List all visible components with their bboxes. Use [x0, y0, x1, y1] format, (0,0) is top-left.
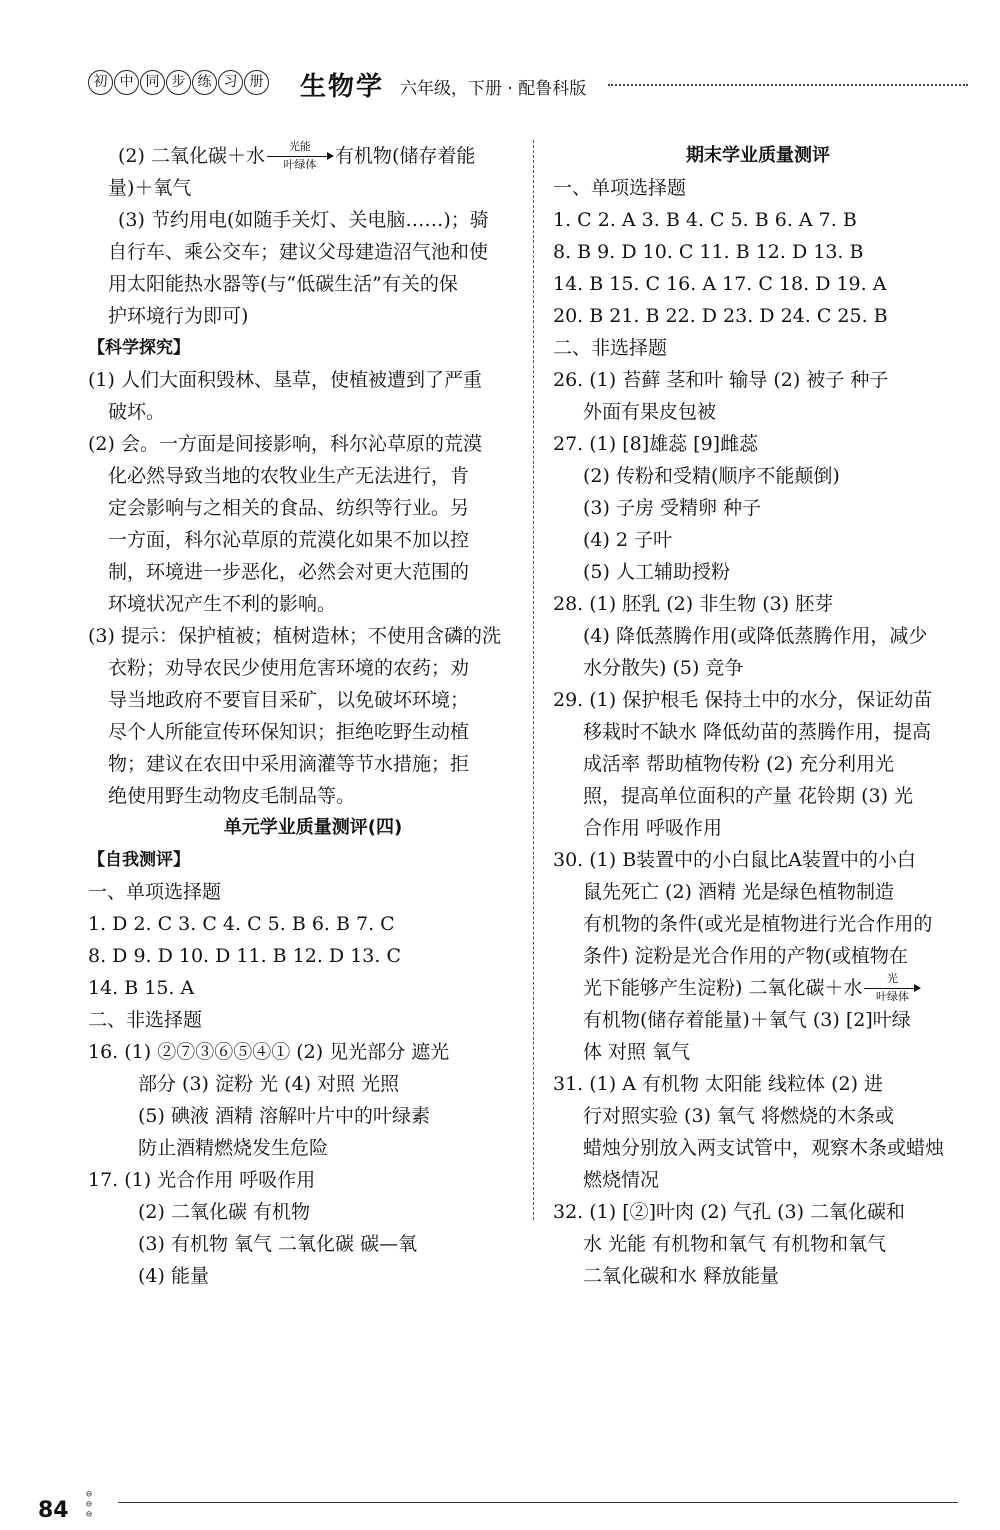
header-dotted-rule [608, 84, 968, 86]
section-label: 【自我测评】 [88, 850, 190, 870]
answer-line: 26. (1) 苔藓 茎和叶 输导 (2) 被子 种子 [553, 369, 889, 391]
answer-line: (2) 传粉和受精(顺序不能颠倒) [583, 465, 840, 487]
answer-line: (4) 2 子叶 [583, 529, 673, 551]
answer-line: 定会影响与之相关的食品、纺织等行业。另 [108, 497, 470, 519]
series-char: 练 [192, 70, 217, 95]
answer-line: 外面有果皮包被 [583, 401, 717, 423]
choice-answers-row: 14. B 15. C 16. A 17. C 18. D 19. A [553, 273, 887, 295]
answer-line: (4) 降低蒸腾作用(或降低蒸腾作用，减少 [583, 625, 928, 647]
equation-right: 有机物(储存着能 [334, 145, 476, 167]
arrow-condition-top: 光能 [288, 140, 311, 153]
answer-line: 照，提高单位面积的产量 花铃期 (3) 光 [583, 785, 914, 807]
answer-line: 环境状况产生不利的影响。 [108, 593, 337, 615]
answer-line: 部分 (3) 淀粉 光 (4) 对照 光照 [138, 1073, 400, 1095]
answer-line: 条件) 淀粉是光合作用的产物(或植物在 [583, 945, 908, 967]
page-number: 84 [38, 1498, 69, 1523]
answer-line: 32. (1) [②]叶肉 (2) 气孔 (3) 二氧化碳和 [553, 1201, 906, 1223]
answer-line: 移栽时不缺水 降低幼苗的蒸腾作用，提高 [583, 721, 932, 743]
page-footer [38, 1490, 958, 1530]
answer-line: 量)＋氧气 [108, 177, 192, 199]
answer-line: 30. (1) B装置中的小白鼠比A装置中的小白 [553, 849, 916, 871]
choice-answers-row: 1. D 2. C 3. C 4. C 5. B 6. B 7. C [88, 913, 395, 935]
section-heading: 单元学业质量测评(四) [223, 817, 403, 838]
answer-line: 一方面，科尔沁草原的荒漠化如果不加以控 [108, 529, 470, 551]
question-type-heading: 二、非选择题 [553, 337, 668, 359]
answer-line: (3) 有机物 氧气 二氧化碳 碳—氧 [138, 1233, 418, 1255]
section-label: 【科学探究】 [88, 338, 190, 358]
answer-line: 衣粉；劝导农民少使用危害环境的农药；劝 [108, 657, 470, 679]
series-char: 中 [114, 70, 139, 95]
answer-line [553, 972, 963, 1004]
answer-line: 合作用 呼吸作用 [583, 817, 723, 839]
answer-line: 鼠先死亡 (2) 酒精 光是绿色植物制造 [583, 881, 895, 903]
question-type-heading: 一、单项选择题 [553, 177, 687, 199]
choice-answers-row: 20. B 21. B 22. D 23. D 24. C 25. B [553, 305, 888, 327]
answer-line: 水 光能 有机物和氧气 有机物和氧气 [583, 1233, 887, 1255]
answer-line: 成活率 帮助植物传粉 (2) 充分利用光 [583, 753, 895, 775]
answer-line: 尽个人所能宣传环保知识；拒绝吃野生动植 [108, 721, 470, 743]
subject-title: 生物学 [300, 72, 385, 102]
series-char: 初 [88, 70, 113, 95]
question-type-heading: 一、单项选择题 [88, 881, 222, 903]
grade-edition: 六年级，下册 · 配鲁科版 [400, 79, 587, 99]
answer-line: 16. (1) ②⑦③⑥⑤④① (2) 见光部分 遮光 [88, 1041, 450, 1063]
choice-answers-row: 1. C 2. A 3. B 4. C 5. B 6. A 7. B [553, 209, 857, 231]
arrow-line [267, 156, 329, 157]
answer-line: 导当地政府不要盲目采矿，以免破坏环境； [108, 689, 470, 711]
answer-line: (3) 节约用电(如随手关灯、关电脑……)；骑 [118, 209, 489, 231]
answer-line: (5) 碘液 酒精 溶解叶片中的叶绿素 [138, 1105, 431, 1127]
answer-line: 化必然导致当地的农牧业生产无法进行，肯 [108, 465, 470, 487]
answer-line: 绝使用野生动物皮毛制品等。 [108, 785, 356, 807]
arrow-line [864, 988, 916, 989]
series-title [88, 70, 270, 95]
answer-line: 31. (1) A 有机物 太阳能 线粒体 (2) 进 [553, 1073, 884, 1095]
arrow-condition-bottom: 叶绿体 [875, 990, 909, 1003]
answer-line: 二氧化碳和水 释放能量 [583, 1265, 780, 1287]
answer-line: 燃烧情况 [583, 1169, 660, 1191]
choice-answers-row: 8. D 9. D 10. D 11. B 12. D 13. C [88, 945, 401, 967]
answer-line: 水分散失) (5) 竞争 [583, 657, 744, 679]
answer-line: (3) 子房 受精卵 种子 [583, 497, 762, 519]
answer-line: 27. (1) [8]雄蕊 [9]雌蕊 [553, 433, 759, 455]
answer-line [108, 140, 518, 172]
binding-marks-icon: ⊖ ⊖ ⊖ [86, 1489, 93, 1520]
reaction-arrow [862, 972, 922, 1004]
arrow-condition-top: 光 [886, 972, 898, 985]
right-column [553, 140, 963, 1292]
answer-line: 29. (1) 保护根毛 保持土中的水分，保证幼苗 [553, 689, 933, 711]
answer-line: 体 对照 氧气 [583, 1041, 691, 1063]
choice-answers-row: 14. B 15. A [88, 977, 195, 999]
answer-line: 制，环境进一步恶化，必然会对更大范围的 [108, 561, 470, 583]
series-char: 步 [166, 70, 191, 95]
equation-left: (2) 二氧化碳＋水 [118, 145, 265, 167]
answer-line: 17. (1) 光合作用 呼吸作用 [88, 1169, 316, 1191]
reaction-arrow [265, 140, 335, 172]
footer-rule [118, 1502, 958, 1503]
series-char: 同 [140, 70, 165, 95]
answer-line: 28. (1) 胚乳 (2) 非生物 (3) 胚芽 [553, 593, 834, 615]
question-type-heading: 二、非选择题 [88, 1009, 203, 1031]
answer-line: 有机物的条件(或光是植物进行光合作用的 [583, 913, 933, 935]
answer-line: 蜡烛分别放入两支试管中，观察木条或蜡烛 [583, 1137, 945, 1159]
answer-line: 护环境行为即可) [108, 305, 249, 327]
answer-line: (2) 会。一方面是间接影响，科尔沁草原的荒漠 [88, 433, 482, 455]
left-column [88, 140, 518, 1292]
arrow-condition-bottom: 叶绿体 [283, 158, 317, 171]
column-divider [533, 140, 534, 1220]
answer-line: (5) 人工辅助授粉 [583, 561, 730, 583]
series-char: 册 [244, 70, 269, 95]
answer-line: 有机物(储存着能量)＋氧气 (3) [2]叶绿 [583, 1009, 911, 1031]
section-heading: 期末学业质量测评 [686, 145, 830, 166]
answer-line: 防止酒精燃烧发生危险 [138, 1137, 329, 1159]
answer-line: 自行车、乘公交车；建议父母建造沼气池和使 [108, 241, 489, 263]
answer-line: 用太阳能热水器等(与“低碳生活”有关的保 [108, 273, 458, 295]
answer-line: (4) 能量 [138, 1265, 209, 1287]
running-header [88, 68, 968, 104]
answer-line: (1) 人们大面积毁林、垦草，使植被遭到了严重 [88, 369, 482, 391]
choice-answers-row: 8. B 9. D 10. C 11. B 12. D 13. B [553, 241, 864, 263]
answer-line: (3) 提示：保护植被；植树造林；不使用含磷的洗 [88, 625, 501, 647]
equation-left: 光下能够产生淀粉) 二氧化碳＋水 [583, 977, 863, 999]
answer-line: 破坏。 [108, 401, 166, 423]
answer-line: 行对照实验 (3) 氧气 将燃烧的木条或 [583, 1105, 895, 1127]
answer-line: (2) 二氧化碳 有机物 [138, 1201, 310, 1223]
answer-line: 物；建议在农田中采用滴灌等节水措施；拒 [108, 753, 470, 775]
series-char: 习 [218, 70, 243, 95]
